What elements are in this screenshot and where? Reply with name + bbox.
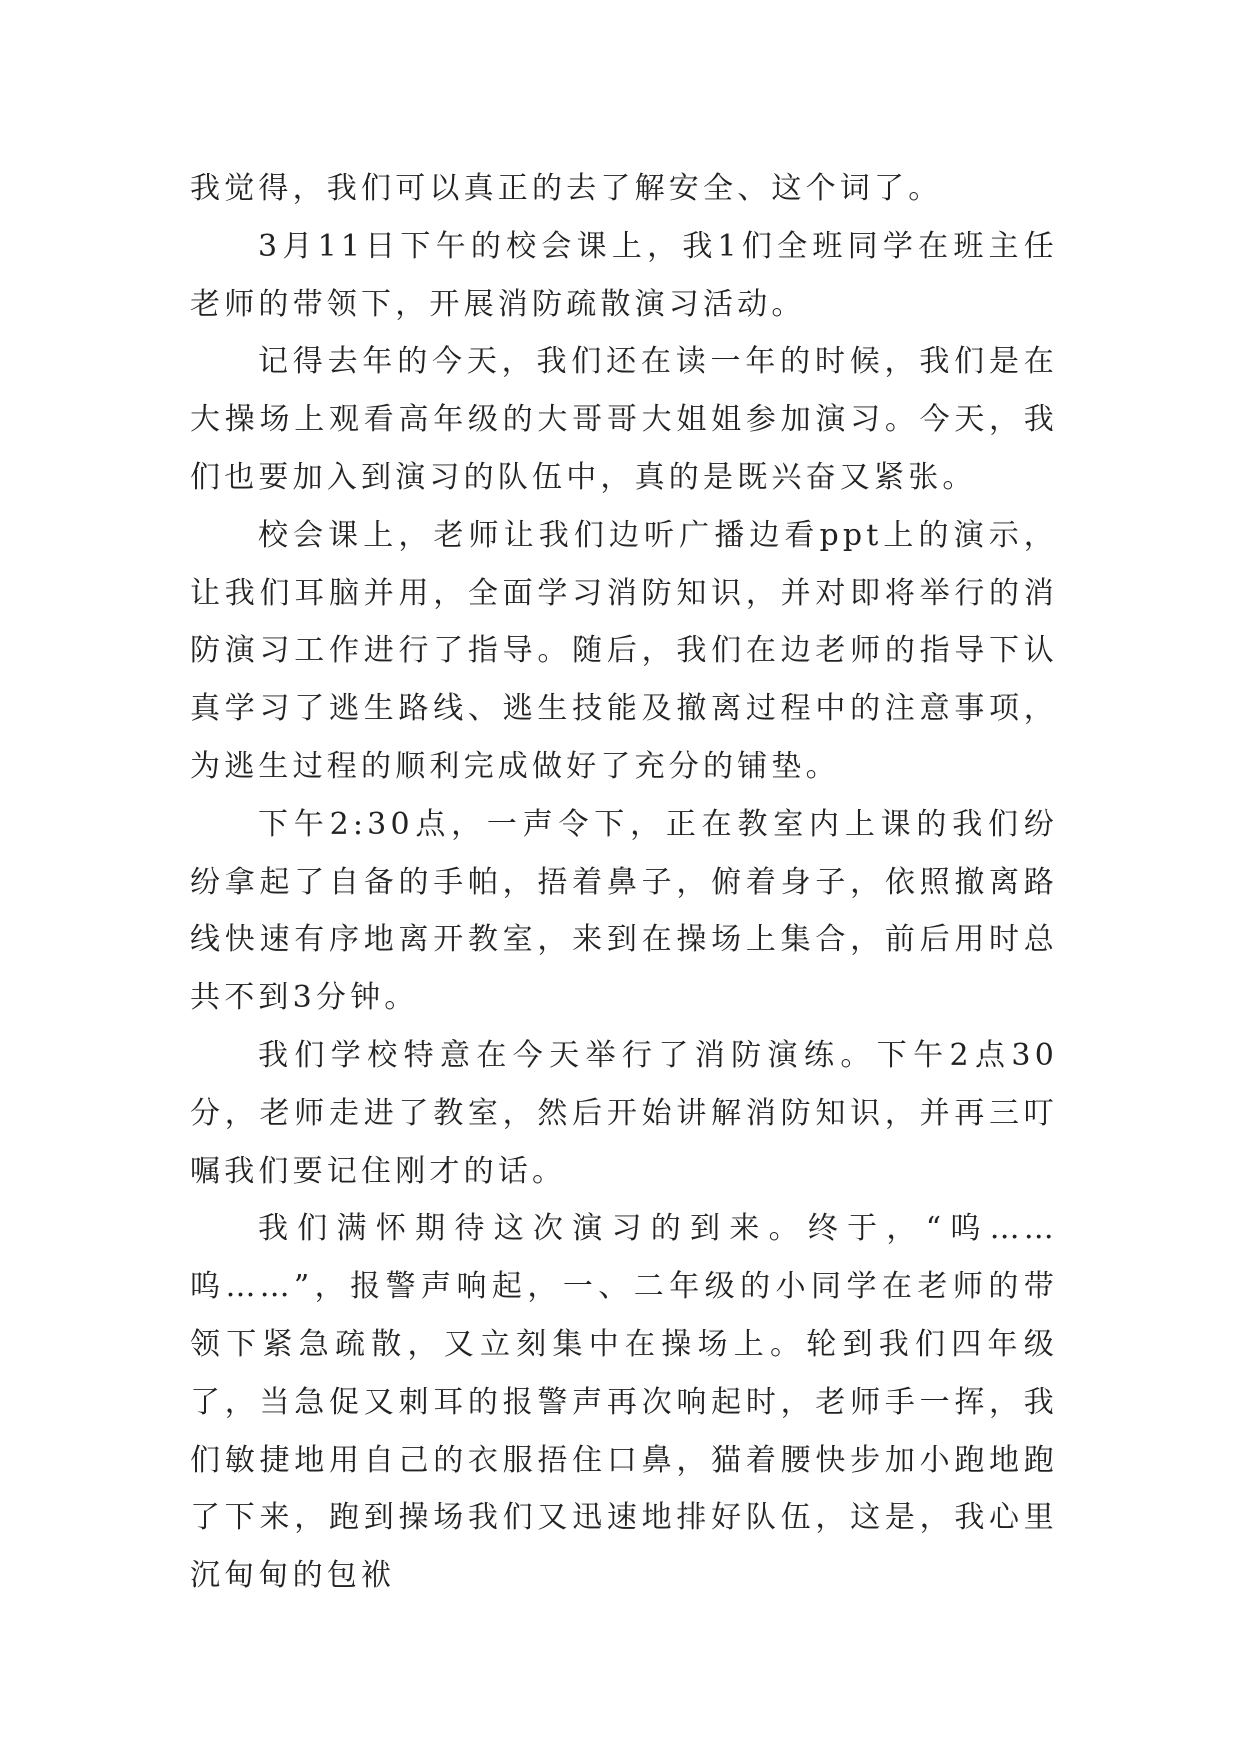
paragraph-3: 记得去年的今天，我们还在读一年的时候，我们是在大操场上观看高年级的大哥哥大姐姐参加演习。今天，我们也要加入到演习的队伍中，真的是既兴奋又紧张。 xyxy=(190,344,1058,495)
paragraph-4: 校会课上，老师让我们边听广播边看ppt上的演示，让我们耳脑并用，全面学习消防知识，并对即将举行的消防演习工作进行了指导。随后，我们在边老师的指导下认真学习了逃生路线、逃生技能及撤离过程中的注意事项，为逃生过程的顺利完成做好了充分的铺垫。 xyxy=(190,517,1058,784)
paragraph-2: 3月11日下午的校会课上，我1们全班同学在班主任老师的带领下，开展消防疏散演习活动。 xyxy=(190,228,1058,322)
document-body xyxy=(190,160,1058,1605)
paragraph-5: 下午2:30点，一声令下，正在教室内上课的我们纷纷拿起了自备的手帕，捂着鼻子，俯着身子，依照撤离路线快速有序地离开教室，来到在操场上集合，前后用时总共不到3分钟。 xyxy=(190,806,1058,1016)
paragraph-6: 我们学校特意在今天举行了消防演练。下午2点30分，老师走进了教室，然后开始讲解消防知识，并再三叮嘱我们要记住刚才的话。 xyxy=(190,1037,1058,1189)
paragraph-1: 我觉得，我们可以真正的去了解安全、这个词了。 xyxy=(190,171,943,206)
paragraph-7: 我们满怀期待这次演习的到来。终于，“呜……呜……”，报警声响起，一、二年级的小同学在老师的带领下紧急疏散，又立刻集中在操场上。轮到我们四年级了，当急促又刺耳的报警声再次响起时，老师手一挥，我们敏捷地用自己的衣服捂住口鼻，猫着腰快步加小跑地跑了下来，跑到操场我们又迅速地排好队伍，这是，我心里沉甸甸的包袱 xyxy=(190,1211,1058,1594)
